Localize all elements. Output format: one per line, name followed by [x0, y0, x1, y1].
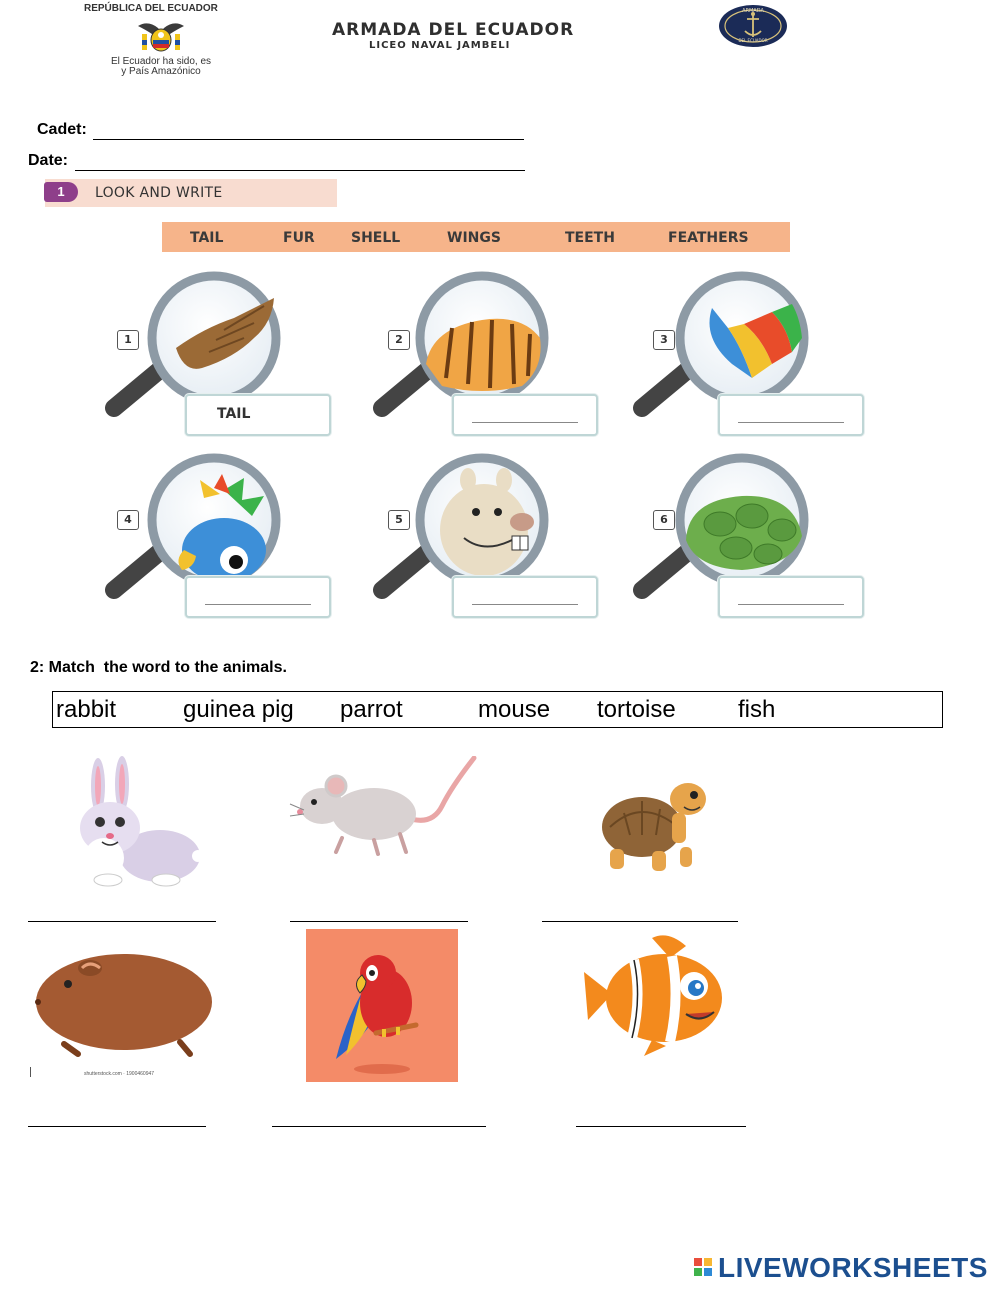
word-bank-item: TAIL: [190, 230, 224, 246]
word-bank-rabbit: rabbit: [56, 696, 117, 723]
word-bank-item: FUR: [283, 230, 315, 246]
answer-blank-rabbit[interactable]: [28, 921, 216, 922]
image-credit: shutterstock.com · 1900460947: [84, 1071, 155, 1077]
liveworksheets-brand: LIVEWORKSHEETS: [718, 1252, 988, 1283]
rabbit-image: [68, 756, 202, 888]
activity1-title: LOOK AND WRITE: [95, 185, 223, 201]
date-label: Date:: [28, 152, 69, 169]
word-bank-item: WINGS: [447, 230, 501, 246]
answer-blank-guinea-pig[interactable]: [28, 1126, 206, 1127]
cadet-label: Cadet:: [37, 121, 87, 138]
activity1-badge: 1: [44, 182, 78, 202]
guinea-pig-image: [30, 950, 214, 1058]
mouse-image: [282, 756, 478, 860]
page-title: ARMADA DEL ECUADOR: [332, 20, 575, 40]
answer-box-2[interactable]: [452, 394, 598, 436]
seal-text-bottom: DEL ECUADOR: [738, 38, 768, 43]
cadet-field[interactable]: [93, 121, 524, 140]
answer-box-1[interactable]: [185, 394, 331, 436]
date-field[interactable]: [75, 152, 525, 171]
answer-box-4[interactable]: [185, 576, 331, 618]
parrot-image: [306, 929, 458, 1082]
coat-of-arms-icon: [136, 18, 186, 54]
fish-image: [582, 928, 730, 1062]
answer-blank-fish[interactable]: [576, 1126, 746, 1127]
answer-box-6[interactable]: [718, 576, 864, 618]
answer-blank-mouse[interactable]: [290, 921, 468, 922]
item-number-5: 5: [388, 510, 410, 530]
answer-blank-parrot[interactable]: [272, 1126, 486, 1127]
item-number-6: 6: [653, 510, 675, 530]
motto-line-1: El Ecuador ha sido, es: [110, 56, 212, 67]
word-bank-parrot: parrot: [340, 696, 403, 723]
answer-box-5[interactable]: [452, 576, 598, 618]
page-subtitle: LICEO NAVAL JAMBELI: [369, 40, 511, 51]
word-bank-item: TEETH: [565, 230, 615, 246]
answer-box-3[interactable]: [718, 394, 864, 436]
item-number-1: 1: [117, 330, 139, 350]
word-bank-item: SHELL: [351, 230, 401, 246]
answer-1-text: TAIL: [217, 406, 251, 422]
tortoise-image: [600, 773, 712, 877]
motto-line-2: y País Amazónico: [121, 66, 201, 77]
item-number-2: 2: [388, 330, 410, 350]
item-number-4: 4: [117, 510, 139, 530]
liveworksheets-logo-icon: [694, 1258, 714, 1280]
word-bank-fish: fish: [738, 696, 776, 723]
republic-label: REPÚBLICA DEL ECUADOR: [84, 3, 218, 14]
activity2-instruction: 2: Match the word to the animals.: [30, 659, 287, 676]
word-bank-mouse: mouse: [478, 696, 551, 723]
answer-blank-tortoise[interactable]: [542, 921, 738, 922]
word-bank-tortoise: tortoise: [597, 696, 676, 723]
word-bank-guinea-pig: guinea pig: [183, 696, 294, 723]
image-divider: [30, 1067, 31, 1077]
word-bank-item: FEATHERS: [668, 230, 749, 246]
seal-text-top: ARMADA: [742, 8, 764, 14]
item-number-3: 3: [653, 330, 675, 350]
